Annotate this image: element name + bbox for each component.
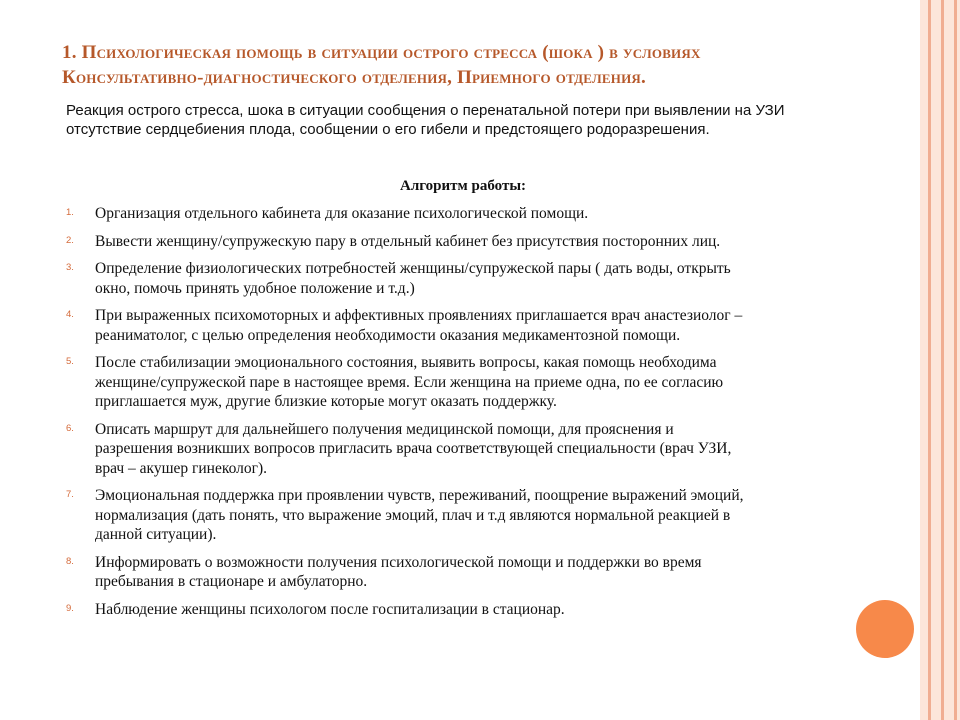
step-number: 3.: [66, 262, 74, 273]
step-text-line: Описать маршрут для дальнейшего получения медицинской помощи, для прояснения и: [95, 420, 674, 438]
intro-line: отсутствие сердцебиения плода, сообщении о его гибели и предстоящего родоразрешения.: [66, 121, 710, 138]
step-number: 6.: [66, 422, 74, 434]
step-text-line: Определение физиологических потребностей женщины/супружеской пары ( дать воды, открыть: [95, 260, 731, 277]
step-text: [95, 600, 888, 620]
step-text-line: Информировать о возможности получения психологической помощи и поддержки во время: [95, 553, 702, 571]
decorative-stripes: [920, 0, 960, 720]
list-item: [66, 486, 888, 545]
step-number: 1.: [66, 207, 74, 218]
list-item: [66, 306, 888, 345]
list-item: [66, 600, 888, 620]
intro-paragraph: [66, 101, 886, 139]
step-number: 7.: [66, 489, 74, 500]
step-text: [95, 486, 888, 545]
list-item: [66, 232, 888, 252]
algorithm-heading: Алгоритм работы:: [400, 178, 527, 194]
step-text-line: нормализация (дать понять, что выражение эмоций, плач и т.д являются нормальной реакцией в: [95, 506, 731, 524]
step-text-line: приглашается муж, другие близкие которые могут оказать поддержку.: [95, 393, 557, 410]
list-item: [66, 420, 888, 479]
step-text: [95, 204, 888, 224]
step-number: 4.: [66, 309, 74, 320]
step-text-line: данной ситуации).: [95, 526, 217, 543]
step-text: [95, 306, 888, 345]
step-text-line: пребывания в стационаре и амбулаторно.: [95, 573, 368, 590]
step-number: 5.: [66, 356, 74, 367]
step-text: [95, 232, 888, 252]
step-text: [95, 353, 888, 412]
list-item: [66, 553, 888, 592]
step-number: 2.: [66, 234, 74, 246]
algorithm-steps-list: [66, 204, 888, 627]
decorative-circle: [856, 600, 914, 658]
step-text-line: Эмоциональная поддержка при проявлении чувств, переживаний, поощрение выражений эмоций,: [95, 487, 744, 504]
intro-line: Реакция острого стресса, шока в ситуации сообщения о перенатальной потери при выявлении на УЗИ: [66, 102, 785, 119]
step-text-line: Наблюдение женщины психологом после госпитализации в стационар.: [95, 600, 565, 618]
step-text-line: разрешения возникших вопросов пригласить врача соответствующей специальности (врач УЗИ,: [95, 440, 732, 457]
slide-title: [62, 40, 902, 90]
step-text: [95, 553, 888, 592]
title-line: 1. Психологическая помощь в ситуации острого стресса (шока ) в условиях: [62, 42, 701, 63]
list-item: [66, 353, 888, 412]
step-text-line: реаниматолог, с целью определения необходимости оказания медикаментозной помощи.: [95, 326, 681, 344]
list-item: [66, 204, 888, 224]
step-text-line: При выраженных психомоторных и аффективных проявлениях приглашается врач анастезиолог –: [95, 307, 743, 324]
step-text-line: врач – акушер гинеколог).: [95, 459, 267, 477]
step-number: 9.: [66, 602, 74, 614]
step-text: [95, 259, 888, 298]
list-item: [66, 259, 888, 298]
step-text: [95, 420, 888, 479]
step-text-line: После стабилизации эмоционального состояния, выявить вопросы, какая помощь необходима: [95, 354, 717, 371]
title-line: Консультативно-диагностического отделения, Приемного отделения.: [62, 67, 646, 88]
step-text-line: женщине/супружеской паре в настоящее время. Если женщина на приеме одна, по ее согласию: [95, 373, 724, 391]
step-number: 8.: [66, 555, 74, 567]
step-text-line: окно, помочь принять удобное положение и т.д.): [95, 279, 415, 297]
step-text-line: Организация отдельного кабинета для оказание психологической помощи.: [95, 205, 589, 222]
step-text-line: Вывести женщину/супружескую пару в отдельный кабинет без присутствия посторонних лиц.: [95, 232, 721, 250]
